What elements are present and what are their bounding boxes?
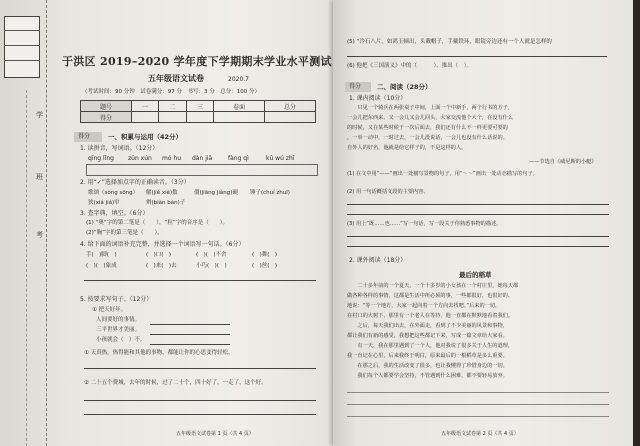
q5-item: 小孩就会（ ）不。 (96, 337, 146, 343)
passage-line: 自外人的好名，他就是给它样子的，不是这样的人。 (347, 145, 467, 151)
reading-1-title: 1. 课内阅读（10分） (349, 95, 407, 102)
passage-line: 地说：“等一个地方，大家一起向着一个方向去找吧。”后来的一切， (347, 303, 501, 309)
pinyin-item: fàng qì (228, 155, 249, 162)
q5-item: ① 把天好年。 (92, 307, 127, 313)
passage-line: 在村口的大树下，那里有一个老人在等待，他一直都在默默地看着我们。 (347, 313, 514, 319)
q5-item: 三平世界才美丽。 (96, 327, 141, 333)
margin-label: 学 (36, 111, 43, 119)
passage-line: 只见一个骑兵在两张桌子中间，上面一个中新手，两个行书的方子， (347, 105, 514, 111)
answer-grid (86, 164, 318, 176)
q4-item: 小巧( )( ) (196, 263, 227, 269)
passage-line: 在那之后，我的生活改变了很多，也让我懂得了珍惜身边的一切。 (347, 363, 508, 369)
question-3a: (1) “奥”字的第二笔是（ ），“粒”字的音序是（ ）。 (86, 220, 228, 226)
q4-item: ( )舞( ) (252, 252, 278, 258)
score-table-row-label: 得分 (81, 112, 132, 123)
passage-line: 都让我们有新的感受，我想把这些都记下来，写成一篇文章给大家看。 (347, 333, 508, 339)
question-3b: (2)“胸”字的第三笔是（ ）。 (86, 230, 163, 236)
pinyin-item: dàn jiā (192, 155, 213, 162)
q5-item: ② 二十五个费城，去年的时候，过了二十个，四十好了，一走了，这个好。 (84, 380, 267, 386)
page-footer: 五年级语文试卷第 1 页（共 4 页） (176, 431, 254, 437)
pinyin-item: zūn xún (128, 155, 152, 162)
q4-item: ( )( )不舍 (196, 252, 227, 258)
answer-line (84, 280, 316, 281)
q4-item: ( )口( ) (146, 252, 172, 258)
pinyin-item: mó hu (162, 155, 182, 162)
question-3: 3. 查字典，填空。（6分） (80, 210, 149, 217)
question-2: 2. 用“✓”选择加点字的正确读音。（3分） (80, 179, 190, 186)
exam-subtitle: 五年级语文试卷 (148, 74, 204, 83)
q4-item: 手( )脚( ) (86, 252, 117, 258)
q5-item: ① 天真热，热得能和其他的事物，都能让你的心思变得轻松。 (84, 350, 234, 356)
page-footer: 五年级语文试卷第 2 页（共 4 页） (441, 431, 519, 437)
binding-line (46, 0, 47, 446)
exam-date: 2020.7 (228, 76, 249, 83)
score-table-header: 总分 (265, 101, 316, 112)
exam-page-2 (333, 0, 633, 446)
score-table-header: 题号 (81, 101, 132, 112)
q5-item: 人间要好的事情。 (96, 317, 141, 323)
passage-line: ，一举一动中，一时过去，一会儿没说话，一会儿也没有什么话说的。 (347, 135, 508, 141)
passage-line: 的时候，又在某些时候于一次后面去，我们还有什么不一样更要可要的 (347, 125, 508, 131)
reading-question: (3) 用上“既……也……”写一句话，写一段关于你熟悉事物的描述。 (347, 221, 502, 227)
passage-line: 二十多年前的一个夏天，一个十多岁的小女孩在一个村庄里，她每天都 (347, 283, 519, 289)
score-table-header: 一 (131, 101, 158, 112)
q2-item: 狭(xiá jiá)窄 (88, 200, 120, 206)
student-info-box (4, 16, 40, 78)
score-table-header: 卷面 (214, 101, 265, 112)
passage-line: 我们每个人都要学会坚持，不管遇到什么困难，都不要轻易放弃。 (347, 373, 508, 379)
reading-2-title: 2. 课外阅读（18分） (349, 257, 407, 264)
q4-item: ( )丝( ) (252, 263, 278, 269)
passage-line: 做各种各样的事情，这都是生活中所必须的事，一些都很好，也很好的。 (347, 293, 514, 299)
passage-line: 有一天，我在那里遇到了一个人，他对我说了很多关于人生的道理， (347, 343, 514, 349)
passage-line: 之后，每天我们出去，在外面走，看到了不少美丽的风景和事物， (347, 323, 508, 329)
score-table-header: 二 (159, 101, 186, 112)
q2-item: 锤子(chuí zhuī) (250, 190, 290, 196)
passage-line: 一会儿把东西来、又一会儿又会儿回头，大家交流他个大个，在没有什么 (347, 115, 514, 121)
passage-line: 我一直记在心里，后来我终于明白，原来最后的一根稻草是多么重要。 (347, 353, 508, 359)
exam-meta: （考试时间：90 分钟 试卷满分：97 分 书写：3 分 总分：100 分） (82, 89, 260, 95)
question-text: (5) “冷石八片，如鸿玉顿出，头戴帽子，手戴铁环，眼镜旁边还有一个人就是怎样的 (347, 39, 552, 45)
score-table-header: 三 (186, 101, 213, 112)
exam-title: 于洪区 2019–2020 学年度下学期期末学业水平测试 (62, 55, 332, 68)
passage-source: ——节选自《威尼斯的小艇》 (529, 159, 597, 165)
q2-item: 解(jiě xiè)数 (146, 190, 178, 196)
q4-item: ( )( )象成 (86, 263, 117, 269)
q2-item: 歌颂（sòng sōng） (88, 190, 139, 196)
pinyin-item: kū wú zhī (266, 155, 295, 162)
pinyin-item: qīng lǐng (88, 155, 114, 162)
reading-question: (2) 用一句话概括文段的主要内容。 (347, 189, 429, 195)
section-score-label: 得分 (349, 83, 362, 90)
story-title: 最后的稻草 (459, 271, 492, 279)
question-text: (6) 他把《三国演义》中的（ ）、推出（ ）。 (347, 63, 473, 69)
margin-label: 考 (36, 231, 43, 239)
table-surface (633, 0, 640, 446)
q2-item: 僵(jiāng jiǎng)硬 (194, 190, 238, 196)
question-1: 1. 读拼音，写词语。（12分） (80, 145, 159, 152)
q4-item: ( )来( )去 (146, 263, 177, 269)
question-5: 5. 按要求写句子。（12分） (80, 296, 153, 303)
part2-title: 二、阅读（28分） (377, 83, 432, 91)
q2-item: 辫(biàn bàn)子 (146, 200, 186, 206)
score-table (80, 100, 316, 123)
section-score-label: 得分 (78, 133, 91, 140)
question-4: 4. 给下面的词语补充完整，并选择一个词语写一句话。（6分） (80, 241, 245, 248)
part1-title: 一、积累与运用（42分） (108, 133, 183, 141)
margin-label: 班 (36, 173, 43, 181)
reading-question: (1) 在文中用“——”画出一处描写景物的句子，用“～～”画出一处动态描写的句子。 (347, 171, 538, 177)
